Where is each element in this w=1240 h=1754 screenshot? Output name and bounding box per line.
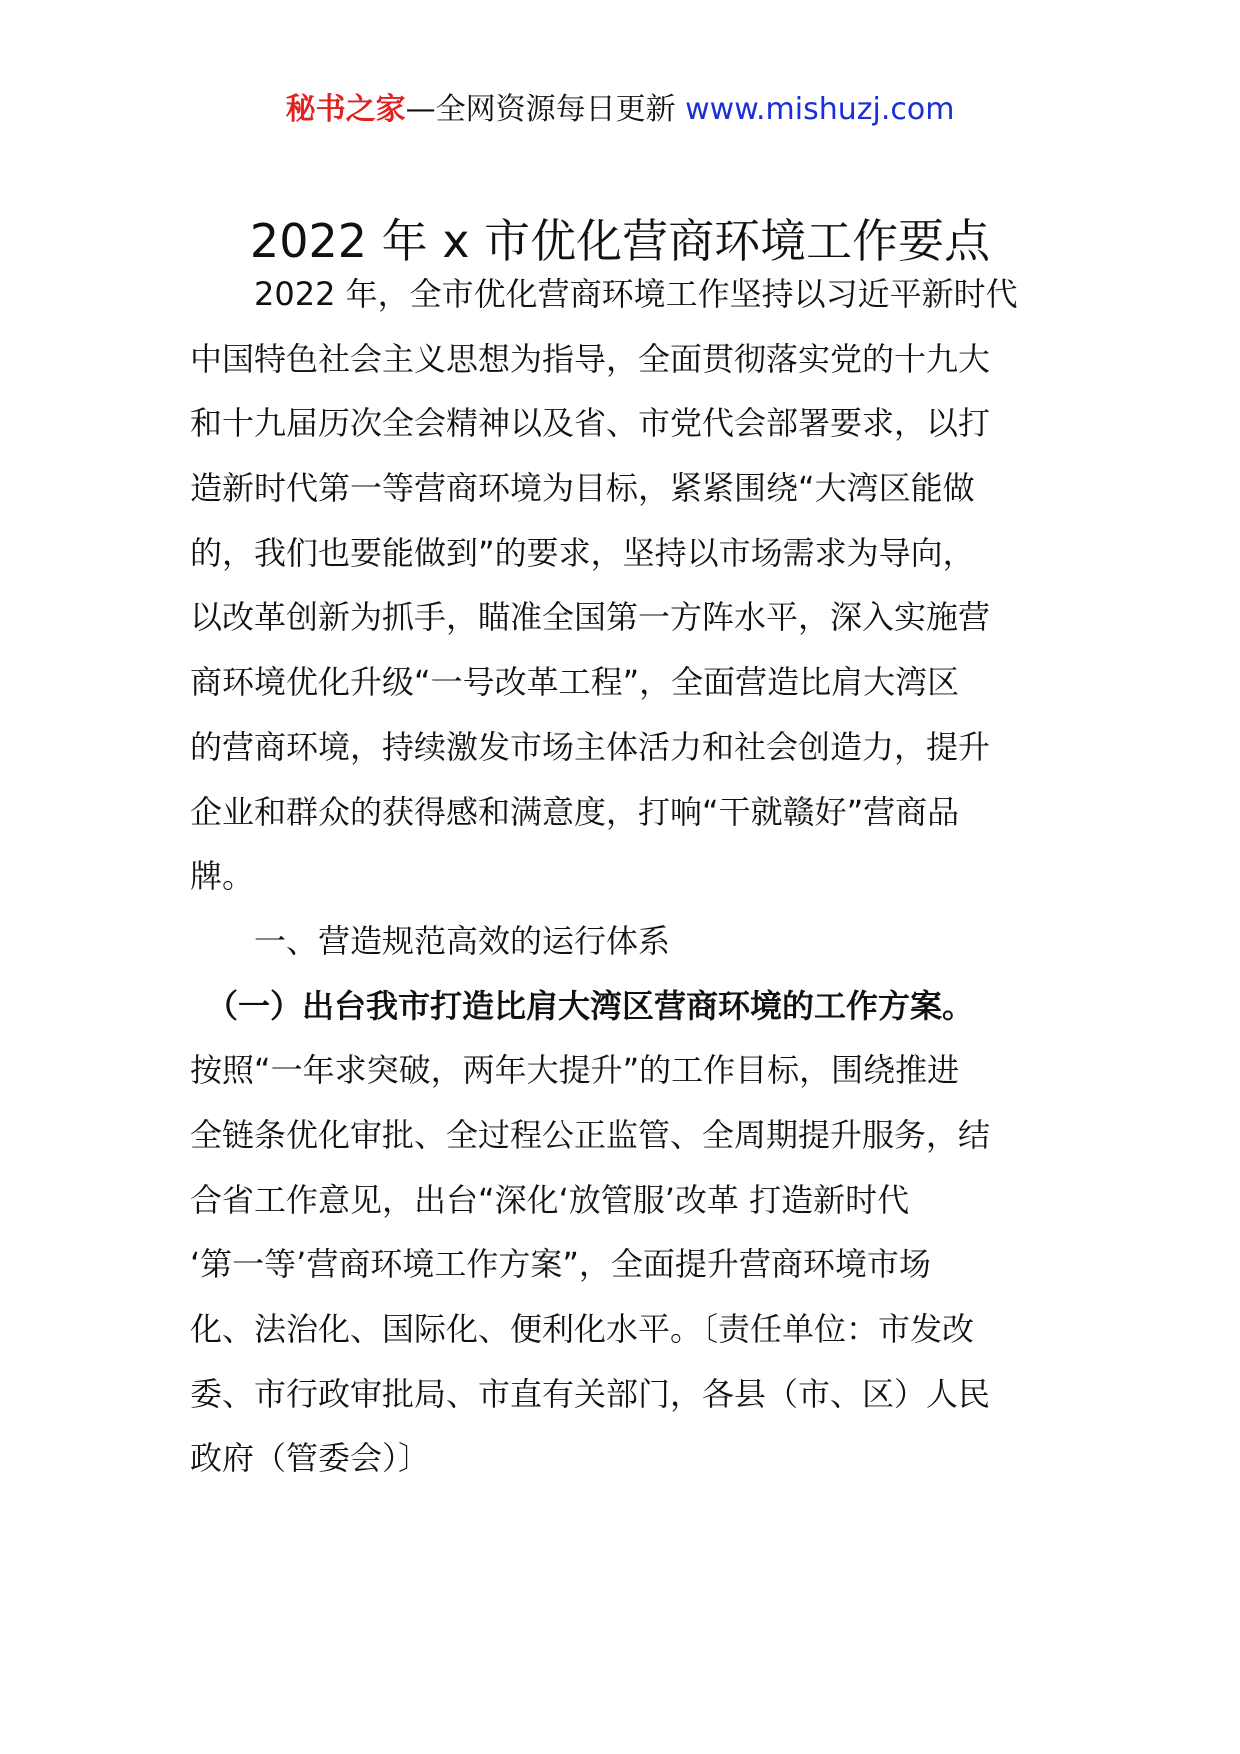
- paragraph-line: 政府（管委会）〕: [190, 1439, 431, 1478]
- paragraph-line: 按照“一年求突破，两年大提升”的工作目标，围绕推进: [190, 1051, 960, 1090]
- paragraph-line: 中国特色社会主义思想为指导，全面贯彻落实党的十九大: [190, 339, 991, 378]
- paragraph-line: 化、法治化、国际化、便利化水平。〔责任单位：市发改: [190, 1310, 975, 1348]
- brand-name: 秘书之家: [285, 92, 406, 127]
- paragraph-line: 委、市行政审批局、市直有关部门，各县（市、区）人民: [190, 1374, 991, 1413]
- paragraph-line: 一、营造规范高效的运行体系: [190, 921, 671, 960]
- page-header: [0, 88, 1240, 132]
- paragraph-line: 2022 年，全市优化营商环境工作坚持以习近平新时代: [190, 275, 1018, 313]
- paragraph-line: 全链条优化审批、全过程公正监管、全周期提升服务，结: [190, 1115, 991, 1154]
- section-subheading-line: （一）出台我市打造比肩大湾区营商环境的工作方案。: [190, 986, 975, 1025]
- header-tagline: —全网资源每日更新: [405, 92, 676, 127]
- paragraph-line: 和十九届历次全会精神以及省、市党代会部署要求，以打: [190, 404, 991, 443]
- paragraph-line: 的营商环境，持续激发市场主体活力和社会创造力，提升: [190, 727, 991, 766]
- website-link[interactable]: www.mishuzj.com: [685, 92, 955, 127]
- paragraph-line: 合省工作意见，出台“深化‘放管服’改革 打造新时代: [190, 1180, 910, 1219]
- paragraph-line: 企业和群众的获得感和满意度，打响“干就赣好”营商品: [190, 792, 960, 831]
- paragraph-line: 的，我们也要能做到”的要求，坚持以市场需求为导向，: [190, 533, 975, 572]
- paragraph-line: 以改革创新为抓手，瞄准全国第一方阵水平，深入实施营: [190, 598, 991, 637]
- document-body: [190, 262, 1070, 1491]
- paragraph-line: 牌。: [190, 857, 255, 896]
- paragraph-line: 商环境优化升级“一号改革工程”，全面营造比肩大湾区: [190, 663, 960, 702]
- paragraph-line: ‘第一等’营商环境工作方案”，全面提升营商环境市场: [190, 1245, 931, 1284]
- document-title: 2022 年 x 市优化营商环境工作要点: [249, 213, 991, 268]
- paragraph-line: 造新时代第一等营商环境为目标，紧紧围绕“大湾区能做: [190, 469, 975, 508]
